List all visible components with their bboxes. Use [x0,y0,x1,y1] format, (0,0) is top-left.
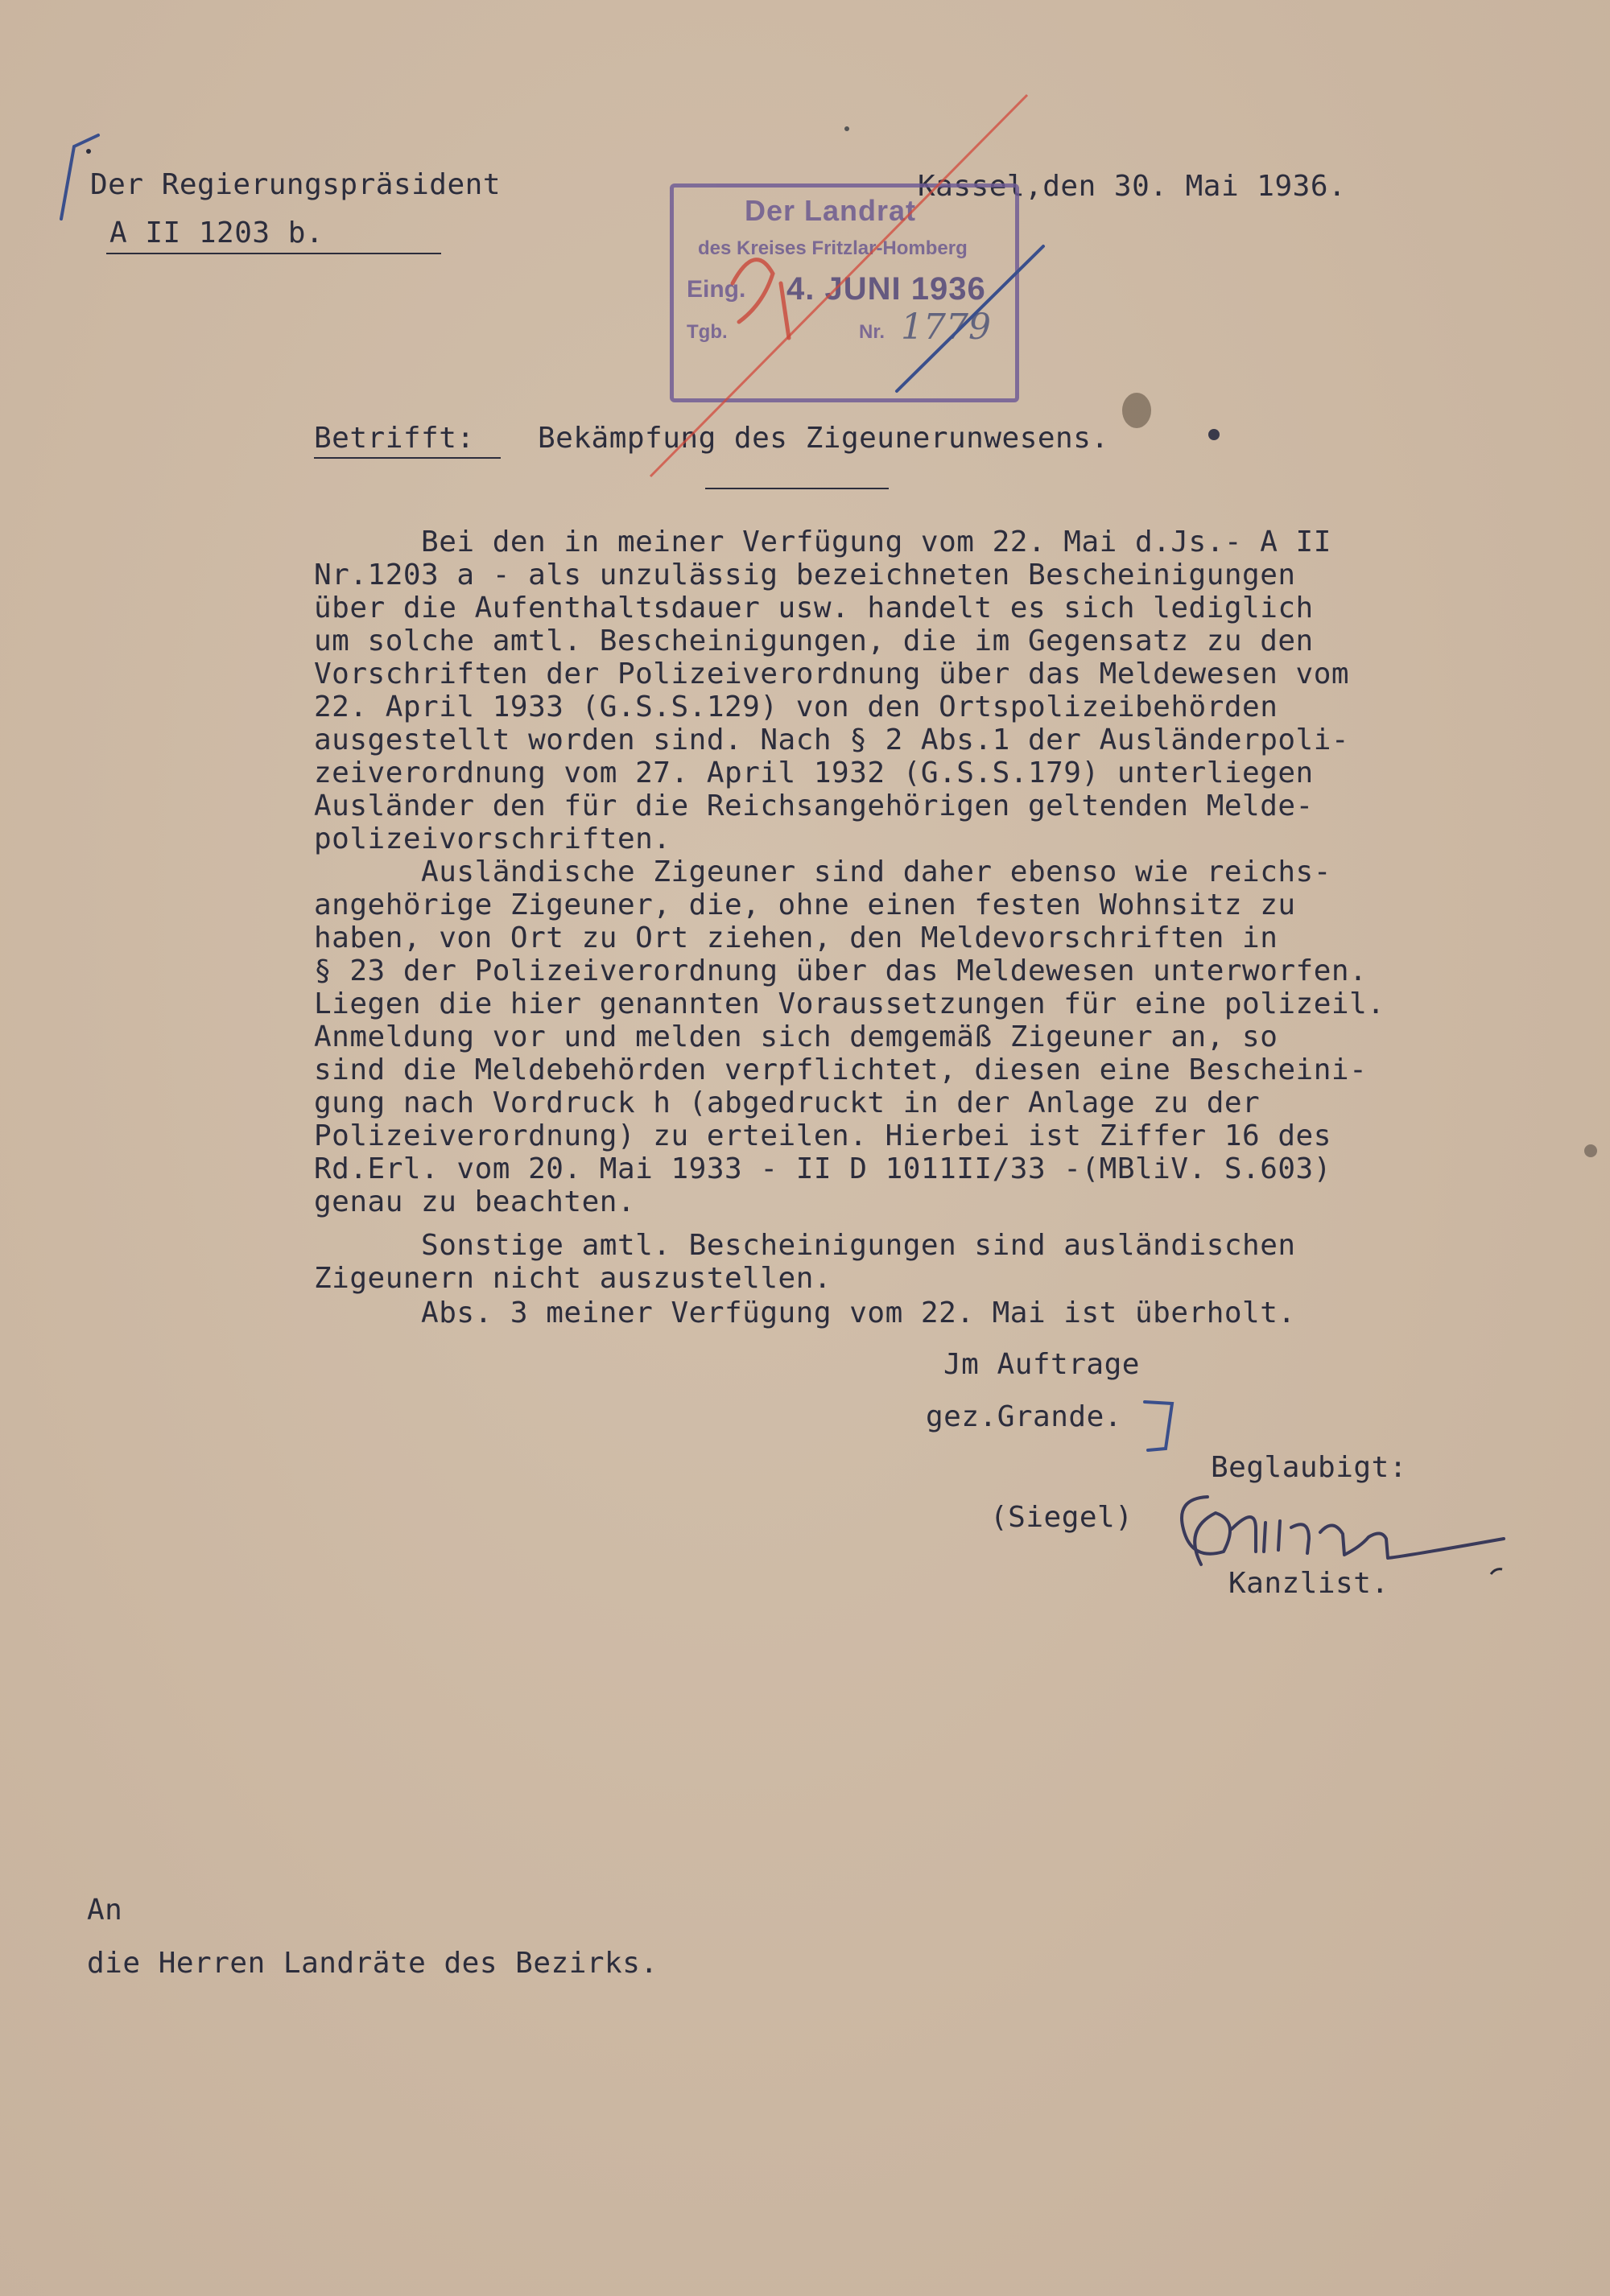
reference-number: A II 1203 b. [109,216,324,249]
stamp-nr-label: Nr. [859,321,886,343]
body-line: Nr.1203 a - als unzulässig bezeichneten Bescheinigungen [314,559,1296,592]
stamp-title: Der Landrat [745,194,917,227]
stamp-district: des Kreises Fritzlar-Homberg [698,237,968,259]
body-line: angehörige Zigeuner, die, ohne einen festen Wohnsitz zu [314,888,1296,921]
body-line: § 23 der Polizeiverordnung über das Meldewesen unterworfen. [314,954,1368,987]
body-line: um solche amtl. Bescheinigungen, die im Gegensatz zu den [314,624,1314,657]
body-line: Bei den in meiner Verfügung vom 22. Mai d.Js.- A II [314,526,1331,559]
body-line: Sonstige amtl. Bescheinigungen sind ausländischen [314,1229,1296,1262]
recipient-an: An [87,1894,123,1927]
subject-label-underline [314,457,501,459]
stamp-number: 1779 [901,307,991,348]
body-line: genau zu beachten. [314,1185,636,1218]
reference-underline [106,253,441,254]
body-line: zeiverordnung vom 27. April 1932 (G.S.S.179) unterliegen [314,756,1314,789]
body-line: sind die Meldebehörden verpflichtet, diesen eine Bescheini- [314,1053,1368,1086]
body-line: Polizeiverordnung) zu erteilen. Hierbei ist Ziffer 16 des [314,1119,1331,1152]
signature [1182,1497,1504,1564]
ink-dot [1584,1144,1597,1157]
body-line: ausgestellt worden sind. Nach § 2 Abs.1 der Ausländerpoli- [314,723,1350,756]
body-line: Anmeldung vor und melden sich demgemäß Zigeuner an, so [314,1020,1278,1053]
body-line: Rd.Erl. vom 20. Mai 1933 - II D 1011II/33 -(MBliV. S.603) [314,1152,1331,1185]
blue-bracket-mark [1145,1402,1172,1450]
subject-label: Betrifft: [314,422,475,455]
body-line: Zigeunern nicht auszustellen. [314,1262,832,1295]
body-line: polizeivorschriften. [314,822,671,855]
body-line: haben, von Ort zu Ort ziehen, den Meldevorschriften in [314,921,1278,954]
pencil-tick [1491,1569,1502,1574]
body-line: gung nach Vordruck h (abgedruckt in der Anlage zu der [314,1086,1261,1119]
stamp-eing-label: Eing. [687,276,746,303]
body-line: Liegen die hier genannten Voraussetzungen für eine polizeil. [314,987,1385,1020]
ink-dot [1208,429,1220,440]
body-line: Ausländer den für die Reichsangehörigen geltenden Melde- [314,789,1314,822]
body-line: 22. April 1933 (G.S.S.129) von den Ortspolizeibehörden [314,690,1278,723]
ink-blot [1122,393,1151,428]
body-line: Ausländische Zigeuner sind daher ebenso wie reichs- [314,855,1331,888]
ink-dot [86,149,91,154]
beglaubigt-label: Beglaubigt: [1211,1451,1407,1484]
body-line: Vorschriften der Polizeiverordnung über das Meldewesen vom [314,657,1350,690]
signed-name: gez.Grande. [926,1400,1122,1433]
siegel-label: (Siegel) [990,1501,1133,1534]
body-line: Abs. 3 meiner Verfügung vom 22. Mai ist überholt. [314,1296,1296,1329]
ink-dot [844,126,849,131]
receipt-stamp [670,183,1019,402]
stamp-tgb-label: Tgb. [687,321,728,343]
kanzlist-label: Kanzlist. [1228,1567,1389,1600]
subject-text: Bekämpfung des Zigeunerunwesens. [538,422,1109,455]
stamp-date: 4. JUNI 1936 [786,271,986,307]
subject-divider [705,488,889,489]
place-date: Kassel,den 30. Mai 1936. [918,170,1347,203]
body-line: über die Aufenthaltsdauer usw. handelt es sich lediglich [314,592,1314,624]
recipient-addressee: die Herren Landräte des Bezirks. [87,1947,658,1980]
im-auftrage: Jm Auftrage [943,1348,1140,1381]
sender-line: Der Regierungspräsident [90,168,501,201]
